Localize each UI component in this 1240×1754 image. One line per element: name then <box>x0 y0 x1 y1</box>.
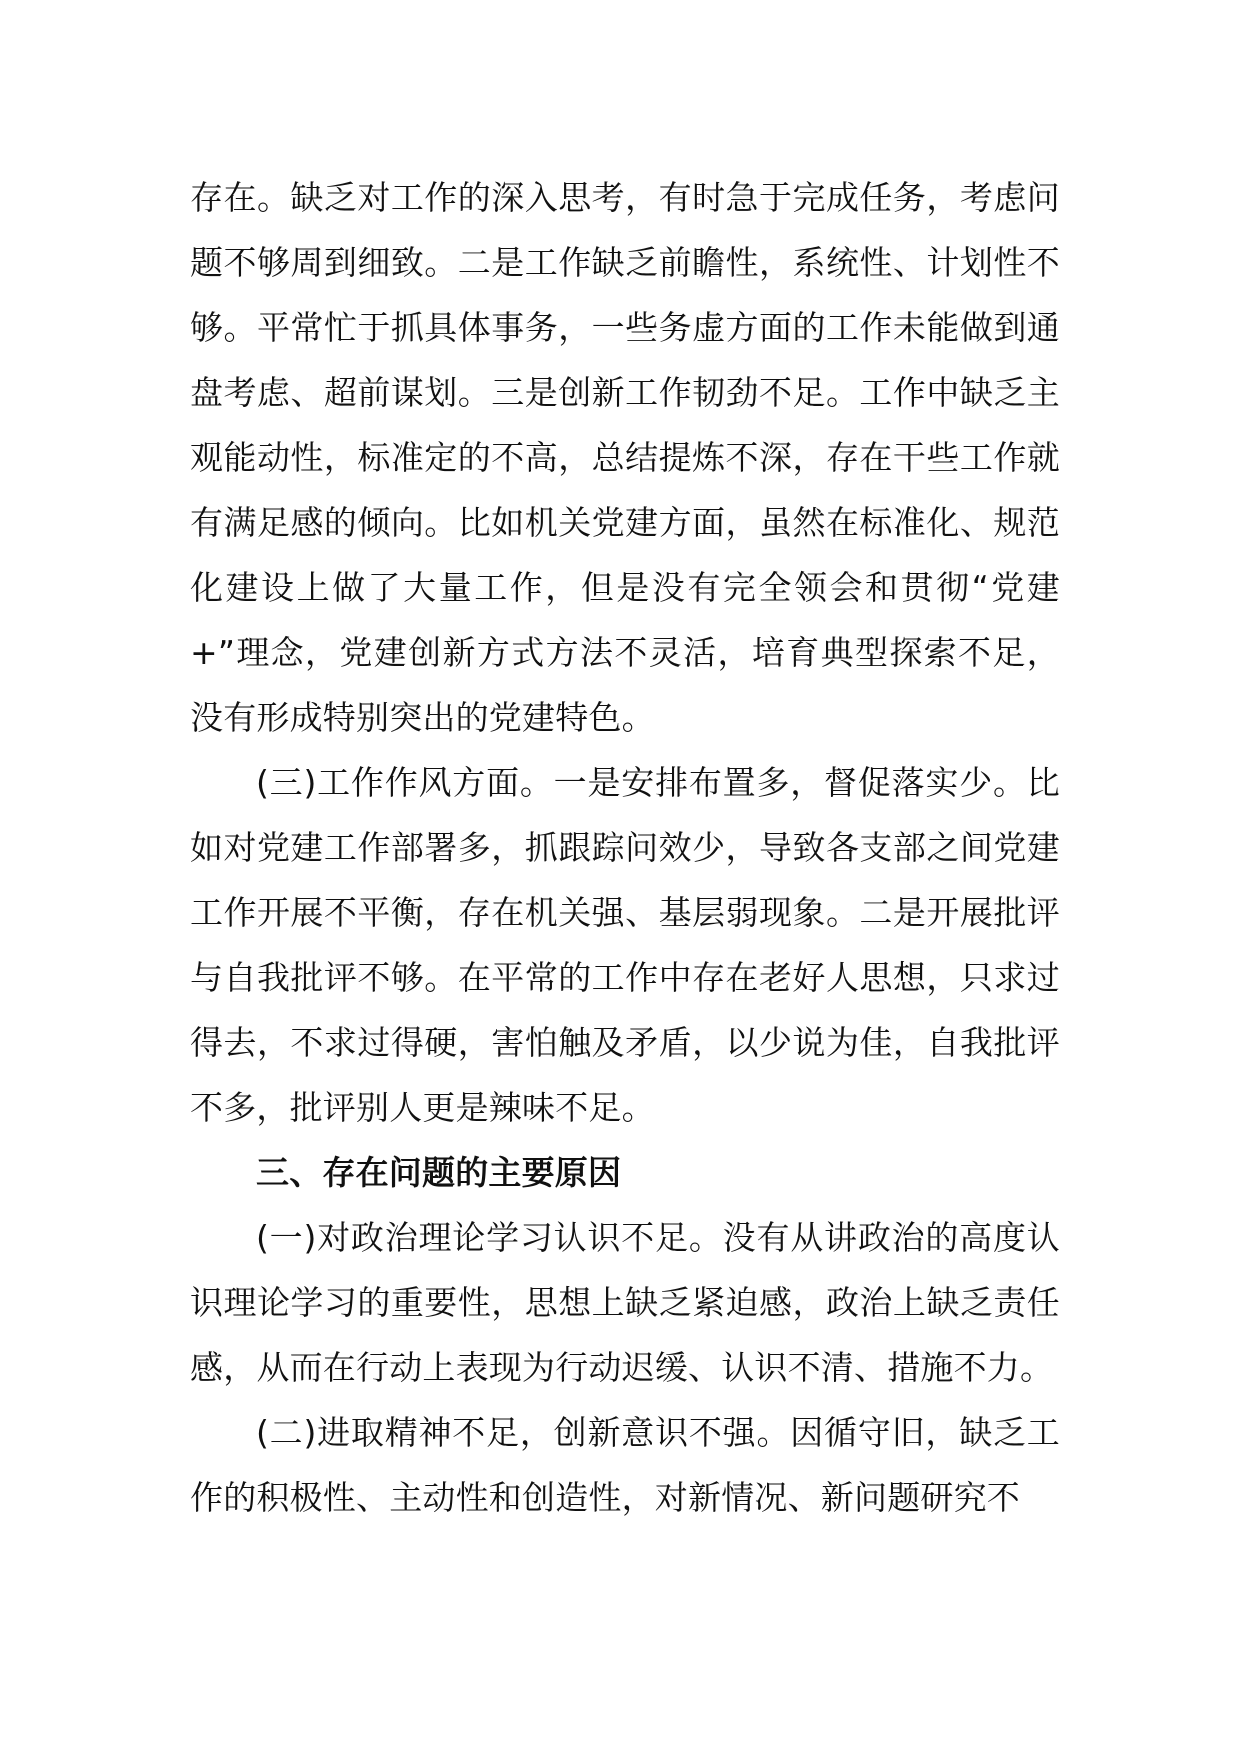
section-heading-main-causes: 三、存在问题的主要原因 <box>256 1153 622 1192</box>
paragraph-cause-theory-study: (一)对政治理论学习认识不足。没有从讲政治的高度认识理论学习的重要性，思想上缺乏紧迫感，政治上缺乏责任感，从而在行动上表现为行动迟缓、认识不清、措施不力。 <box>190 1218 1060 1387</box>
paragraph-cause-innovation: (二)进取精神不足，创新意识不强。因循守旧，缺乏工作的积极性、主动性和创造性，对新情况、新问题研究不 <box>190 1413 1060 1517</box>
document-page <box>190 165 1060 1530</box>
paragraph-work-methods-continued: 存在。缺乏对工作的深入思考，有时急于完成任务，考虑问题不够周到细致。二是工作缺乏前瞻性，系统性、计划性不够。平常忙于抓具体事务，一些务虚方面的工作未能做到通盘考虑、超前谋划。三是创新工作韧劲不足。工作中缺乏主观能动性，标准定的不高，总结提炼不深，存在干些工作就有满足感的倾向。比如机关党建方面，虽然在标准化、规范化建设上做了大量工作，但是没有完全领会和贯彻“党建+”理念，党建创新方式方法不灵活，培育典型探索不足，没有形成特别突出的党建特色。 <box>190 178 1060 737</box>
paragraph-work-style: (三)工作作风方面。一是安排布置多，督促落实少。比如对党建工作部署多，抓跟踪问效少，导致各支部之间党建工作开展不平衡，存在机关强、基层弱现象。二是开展批评与自我批评不够。在平常的工作中存在老好人思想，只求过得去，不求过得硬，害怕触及矛盾，以少说为佳，自我批评不多，批评别人更是辣味不足。 <box>190 763 1060 1127</box>
